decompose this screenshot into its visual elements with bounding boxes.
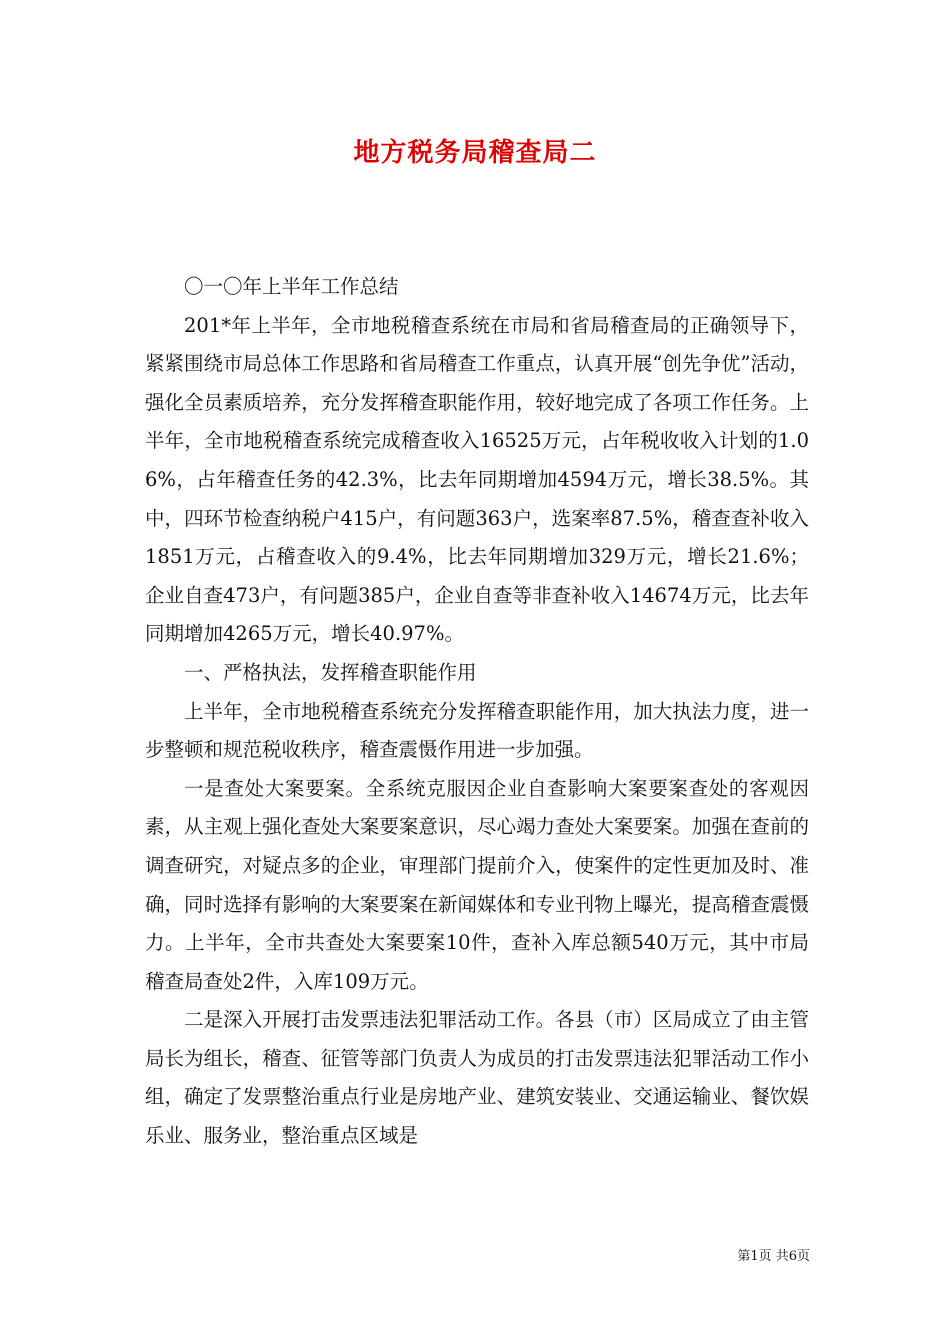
- page-number-footer: 第1页 共6页: [737, 1249, 810, 1264]
- paragraph-subtitle: 〇一〇年上半年工作总结: [184, 275, 399, 298]
- paragraph-section-intro: 上半年，全市地税稽查系统充分发挥稽查职能作用，加大执法力度，进一步整顿和规范税收秩序，稽查震慑作用进一步加强。: [145, 699, 809, 762]
- paragraph-summary: 201*年上半年，全市地税稽查系统在市局和省局稽查局的正确领导下，紧紧围绕市局总体工作思路和省局稽查工作重点，认真开展“创先争优”活动，强化全员素质培养，充分发挥稽查职能作用，较好地完成了各项工作任务。上半年，全市地税稽查系统完成稽查收入16525万元，占年税收收入计划的1.06%，占年稽查任务的42.3%，比去年同期增加4594万元，增长38.5%。其中，四环节检查纳税户415户，有问题363户，选案率87.5%，稽查查补收入1851万元，占稽查收入的9.4%，比去年同期增加329万元，增长21.6%；企业自查473户，有问题385户，企业自查等非查补收入14674万元，比去年同期增加4265万元，增长40.97%。: [145, 313, 809, 646]
- paragraph-point-one: 一是查处大案要案。全系统克服因企业自查影响大案要案查处的客观因素，从主观上强化查处大案要案意识，尽心竭力查处大案要案。加强在查前的调查研究，对疑点多的企业，审理部门提前介入，使案件的定性更加及时、准确，同时选择有影响的大案要案在新闻媒体和专业刊物上曝光，提高稽查震慑力。上半年，全市共查处大案要案10件，查补入库总额540万元，其中市局稽查局查处2件，入库109万元。: [145, 776, 809, 993]
- paragraph-section-heading: 一、严格执法，发挥稽查职能作用: [184, 660, 477, 684]
- paragraph-point-two: 二是深入开展打击发票违法犯罪活动工作。各县（市）区局成立了由主管局长为组长，稽查、征管等部门负责人为成员的打击发票违法犯罪活动工作小组，确定了发票整治重点行业是房地产业、建筑安装业、交通运输业、餐饮娱乐业、服务业，整治重点区域是: [145, 1008, 809, 1148]
- document-body: [145, 268, 809, 1156]
- document-title: 地方税务局稽查局二: [353, 138, 597, 168]
